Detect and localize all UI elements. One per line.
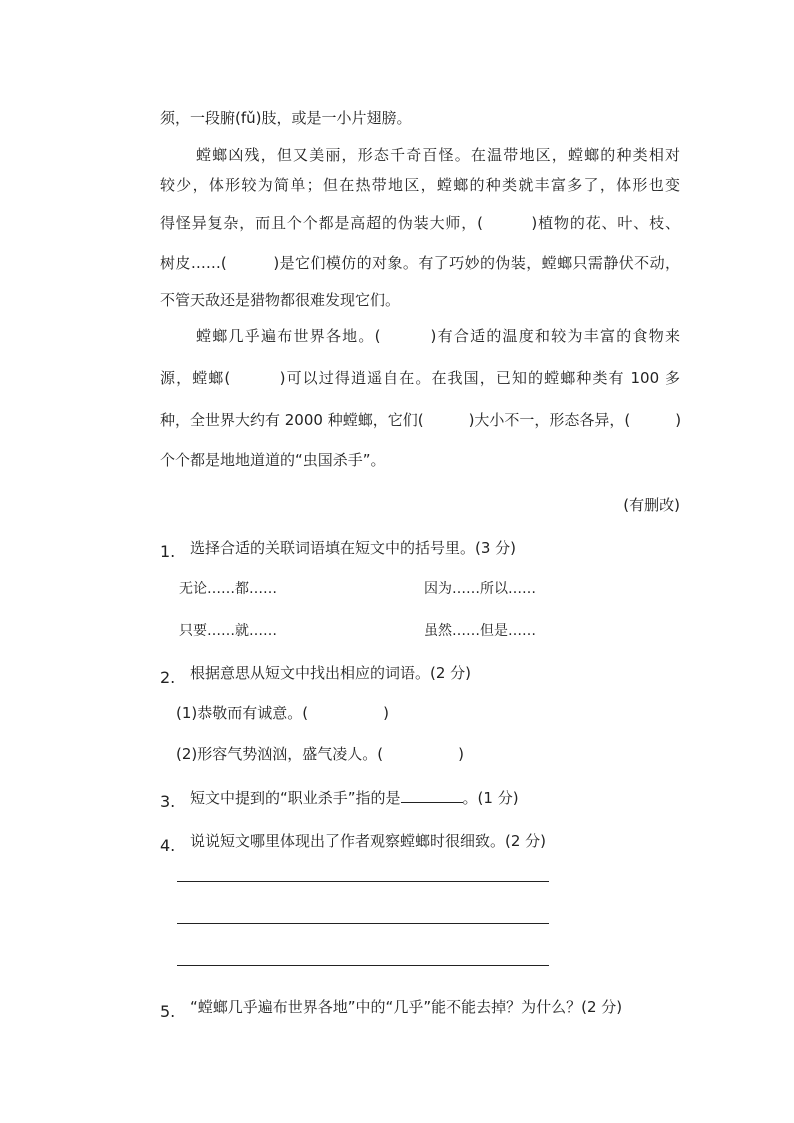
question-4-number: 4.: [160, 836, 176, 855]
answer-line-1[interactable]: [177, 881, 549, 882]
passage-para3-line-4: 个个都是地地道道的“虫国杀手”。: [160, 451, 386, 469]
question-4-text: 说说短文哪里体现出了作者观察螳螂时很细致。(2 分): [190, 832, 547, 850]
question-2-sub-1: (1)恭敬而有诚意。( ): [176, 704, 389, 722]
passage-para2-line-3: 得怪异复杂，而且个个都是高超的伪装大师，( )植物的花、叶、枝、: [160, 214, 680, 232]
question-1-number: 1.: [160, 542, 176, 561]
passage-para2-line-4: 树皮……( )是它们模仿的对象。有了巧妙的伪装，螳螂只需静伏不动，: [160, 254, 680, 272]
option-c: 只要……就……: [179, 623, 277, 639]
question-3-number: 3.: [160, 792, 176, 811]
passage-para3-line-3: 种，全世界大约有 2000 种螳螂，它们( )大小不一，形态各异，( ): [160, 411, 682, 429]
question-3-text: [190, 787, 519, 808]
passage-para2-line-1: 螳螂凶残，但又美丽，形态千奇百怪。在温带地区，螳螂的种类相对: [196, 146, 680, 164]
passage-line-1: 须，一段腑(fǔ)肢，或是一小片翅膀。: [160, 109, 412, 127]
passage-para3-line-2: 源，螳螂( )可以过得逍遥自在。在我国，已知的螳螂种类有 100 多: [160, 369, 680, 387]
question-5-text: “螳螂几乎遍布世界各地”中的“几乎”能不能去掉？为什么？(2 分): [190, 998, 623, 1016]
option-b: 因为……所以……: [424, 581, 536, 597]
passage-para2-line-2: 较少，体形较为简单；但在热带地区，螳螂的种类就丰富多了，体形也变: [160, 176, 680, 194]
passage-para2-line-5: 不管天敌还是猎物都很难发现它们。: [160, 291, 401, 309]
question-2-text: 根据意思从短文中找出相应的词语。(2 分): [190, 664, 472, 682]
question-3-blank[interactable]: [401, 788, 463, 803]
question-3-text-before: 短文中提到的“职业杀手”指的是: [190, 789, 401, 807]
source-note: (有删改): [623, 496, 680, 514]
passage-para3-line-1: 螳螂几乎遍布世界各地。( )有合适的温度和较为丰富的食物来: [196, 327, 680, 345]
question-3-text-after: 。(1 分): [462, 789, 519, 807]
question-2-sub-2: (2)形容气势汹汹，盛气凌人。( ): [176, 745, 464, 763]
question-5-number: 5.: [160, 1002, 176, 1021]
answer-line-2[interactable]: [177, 923, 549, 924]
question-2-number: 2.: [160, 668, 176, 687]
answer-line-3[interactable]: [177, 965, 549, 966]
option-a: 无论……都……: [179, 581, 277, 597]
option-d: 虽然……但是……: [424, 623, 536, 639]
question-1-text: 选择合适的关联词语填在短文中的括号里。(3 分): [190, 539, 517, 557]
